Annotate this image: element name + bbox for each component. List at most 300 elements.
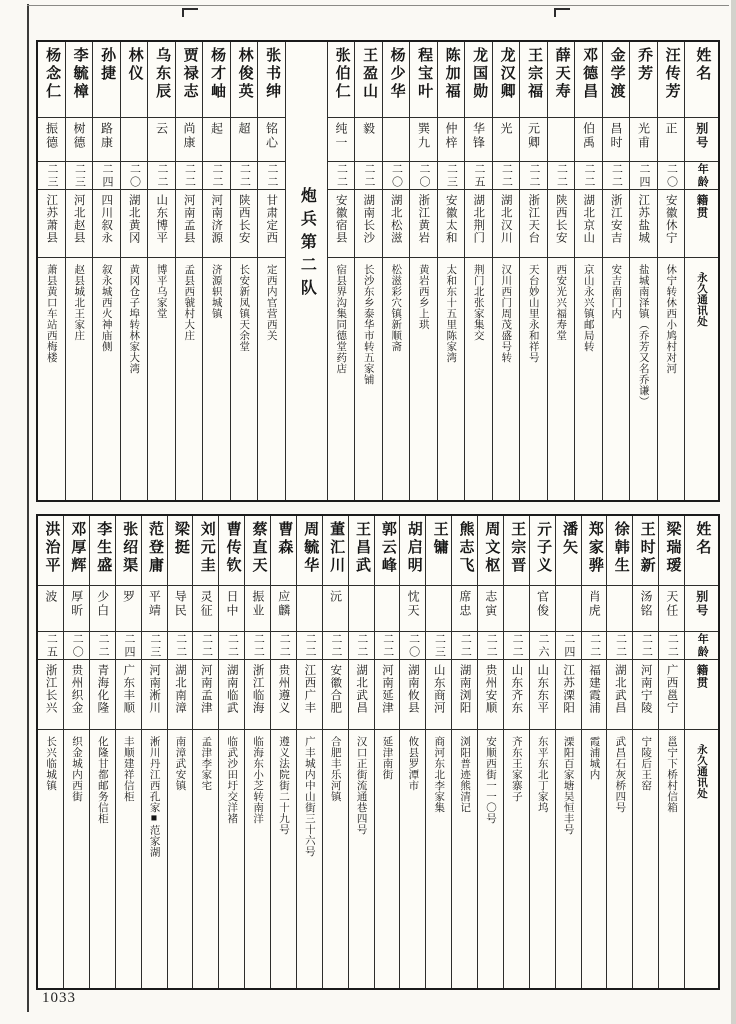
person-column: [322, 516, 348, 988]
person-age-cell: [142, 632, 167, 660]
person-name-cell: [219, 516, 244, 586]
page-number: 1033: [42, 990, 76, 1006]
person-name: 周毓华: [302, 521, 319, 575]
person-column: [92, 42, 120, 500]
person-age: 二三: [445, 162, 458, 189]
person-alias-cell: [66, 118, 93, 162]
person-name: 张书绅: [264, 47, 281, 101]
person-age: 二五: [473, 162, 486, 189]
person-native-cell: [245, 660, 270, 730]
person-name-cell: [66, 42, 93, 118]
person-address: 延津南街: [381, 736, 393, 780]
person-column: [89, 516, 115, 988]
person-address-cell: [90, 730, 115, 988]
person-age-cell: [203, 162, 230, 190]
person-address: 攸县罗潭市: [407, 736, 419, 791]
header-alias: [685, 586, 718, 632]
person-alias-cell: [258, 118, 285, 162]
person-address: 南漳武安镇: [174, 736, 186, 791]
person-name-cell: [148, 42, 175, 118]
person-address: 赵县城北王家庄: [73, 264, 85, 341]
person-column: [581, 516, 607, 988]
person-address-cell: [203, 258, 230, 500]
person-alias-cell: [193, 586, 218, 632]
person-native-cell: [258, 190, 285, 258]
scan-edge-right-shadow: [731, 0, 736, 1024]
person-column: [115, 516, 141, 988]
person-address-cell: [38, 730, 63, 988]
person-address-cell: [438, 258, 465, 500]
person-native: 湖北松滋: [389, 194, 402, 244]
person-column: [175, 42, 203, 500]
person-address-cell: [582, 730, 607, 988]
person-alias: 尚康: [182, 122, 197, 150]
person-name-cell: [203, 42, 230, 118]
person-address-cell: [355, 258, 382, 500]
person-alias-cell: [271, 586, 296, 632]
person-native: 河南孟县: [182, 194, 195, 244]
person-address: 临武沙田圩交洋褚: [226, 736, 238, 824]
print-registration-mark: [182, 8, 198, 17]
person-alias: 罗: [121, 590, 136, 604]
person-native: 湖南浏阳: [458, 664, 471, 714]
header-address: [685, 258, 718, 500]
person-name-cell: [478, 516, 503, 586]
person-age: 二二: [666, 632, 679, 659]
person-address-cell: [465, 258, 492, 500]
person-address-cell: [575, 258, 602, 500]
person-age: 二二: [329, 632, 342, 659]
person-name: 贾禄志: [181, 47, 198, 101]
scan-edge-left-line: [27, 4, 29, 1012]
person-native-cell: [38, 660, 63, 730]
person-alias-cell: [64, 586, 89, 632]
person-age-cell: [245, 632, 270, 660]
person-alias: 席忠: [457, 590, 472, 618]
person-name: 洪治平: [43, 521, 60, 575]
person-alias-cell: [658, 118, 685, 162]
scan-edge-top-line: [27, 5, 729, 6]
person-name-cell: [323, 516, 348, 586]
person-age-cell: [658, 162, 685, 190]
roster-table-bottom: [36, 514, 720, 990]
person-age-cell: [375, 632, 400, 660]
person-address: 汉川西门周茂盛号转: [500, 264, 512, 363]
person-name: 杨少华: [388, 47, 405, 101]
person-alias: 日中: [224, 590, 239, 618]
person-age: 二二: [511, 632, 524, 659]
person-native: 江苏萧县: [45, 194, 58, 244]
person-age: 二二: [211, 162, 224, 189]
person-native-cell: [66, 190, 93, 258]
person-address: 定西内官营西关: [265, 264, 277, 341]
person-name-cell: [142, 516, 167, 586]
person-age-cell: [530, 632, 555, 660]
person-alias-cell: [400, 586, 425, 632]
person-alias-cell: [38, 586, 63, 632]
person-column: [464, 42, 492, 500]
person-age: 二二: [238, 162, 251, 189]
person-address-cell: [548, 258, 575, 500]
person-address: 淅川丹江西孔家■范家湖: [148, 736, 160, 858]
person-age: 二四: [562, 632, 575, 659]
person-native: 河南淅川: [148, 664, 161, 714]
person-age-cell: [176, 162, 203, 190]
person-address-cell: [297, 730, 322, 988]
person-native-cell: [465, 190, 492, 258]
person-alias: 路康: [99, 122, 114, 150]
person-alias-cell: [142, 586, 167, 632]
person-native-cell: [271, 660, 296, 730]
person-alias-cell: [659, 586, 684, 632]
person-native-cell: [203, 190, 230, 258]
person-name-cell: [504, 516, 529, 586]
person-age-cell: [478, 632, 503, 660]
person-alias: 忱天: [406, 590, 421, 618]
person-native: 湖南临武: [225, 664, 238, 714]
person-native-cell: [116, 660, 141, 730]
person-address-cell: [38, 258, 65, 500]
person-age-cell: [607, 632, 632, 660]
person-alias-cell: [607, 586, 632, 632]
person-name: 王宗晋: [509, 521, 526, 575]
person-alias-cell: [504, 586, 529, 632]
person-name: 刘元圭: [198, 521, 215, 575]
person-native-cell: [231, 190, 258, 258]
person-name: 张绍渠: [121, 521, 138, 575]
person-column: [437, 42, 465, 500]
person-column: [451, 516, 477, 988]
person-name-cell: [633, 516, 658, 586]
person-age: 二二: [266, 162, 279, 189]
person-address-cell: [231, 258, 258, 500]
person-age-cell: [452, 632, 477, 660]
person-column: [244, 516, 270, 988]
person-name-cell: [452, 516, 477, 586]
person-age-cell: [410, 162, 437, 190]
person-age: 二二: [381, 632, 394, 659]
person-address: 宁陵后王窑: [640, 736, 652, 791]
person-address: 溧阳百家塘吴恒丰号: [562, 736, 574, 835]
person-name-cell: [38, 42, 65, 118]
person-name: 王盈山: [361, 47, 378, 101]
person-age-cell: [659, 632, 684, 660]
person-address: 黄冈仓子埠转林家大湾: [128, 264, 140, 374]
person-alias: 肖虎: [587, 590, 602, 618]
person-address: 化隆甘都邮务信柜: [96, 736, 108, 824]
person-native-cell: [328, 190, 355, 258]
person-age-cell: [349, 632, 374, 660]
person-name: 孙捷: [99, 47, 116, 83]
person-name-cell: [176, 42, 203, 118]
person-age-cell: [297, 632, 322, 660]
person-age: 二二: [183, 162, 196, 189]
person-age: 二二: [640, 632, 653, 659]
header-age: [685, 632, 718, 660]
person-age: 二二: [156, 162, 169, 189]
person-column: [529, 516, 555, 988]
person-column: [602, 42, 630, 500]
person-native: 河南孟津: [199, 664, 212, 714]
person-name-cell: [607, 516, 632, 586]
person-age: 二二: [583, 162, 596, 189]
person-native: 湖北黄冈: [127, 194, 140, 244]
person-column: [606, 516, 632, 988]
person-alias-cell: [575, 118, 602, 162]
person-age: 二二: [614, 632, 627, 659]
person-native-cell: [493, 190, 520, 258]
person-native: 浙江长兴: [44, 664, 57, 714]
person-native-cell: [530, 660, 555, 730]
person-name: 乌东辰: [154, 47, 171, 101]
person-name: 程宝叶: [416, 47, 433, 101]
person-age-cell: [93, 162, 120, 190]
person-name-cell: [271, 516, 296, 586]
person-name-cell: [64, 516, 89, 586]
person-age-cell: [271, 632, 296, 660]
person-alias-cell: [383, 118, 410, 162]
person-address-cell: [607, 730, 632, 988]
person-native: 青海化隆: [96, 664, 109, 714]
person-alias: 昌时: [609, 122, 624, 150]
person-name-cell: [603, 42, 630, 118]
person-column: [192, 516, 218, 988]
person-address-cell: [271, 730, 296, 988]
person-column: [574, 42, 602, 500]
person-age-cell: [231, 162, 258, 190]
person-name: 王镛: [431, 521, 448, 557]
person-native-cell: [219, 660, 244, 730]
person-age-cell: [66, 162, 93, 190]
person-native-cell: [438, 190, 465, 258]
person-age-cell: [630, 162, 657, 190]
person-name: 亓子义: [535, 521, 552, 575]
person-age-cell: [323, 632, 348, 660]
person-native: 浙江天台: [527, 194, 540, 244]
person-column: [120, 42, 148, 500]
person-column: [629, 42, 657, 500]
person-age: 二〇: [407, 632, 420, 659]
person-age: 二二: [174, 632, 187, 659]
person-alias-cell: [245, 586, 270, 632]
person-name-cell: [328, 42, 355, 118]
unit-label-column: [285, 42, 327, 500]
person-name: 曹森: [276, 521, 293, 557]
person-address: 浏阳普迹熊清记: [459, 736, 471, 813]
person-address: 长安新凤镇天余堂: [238, 264, 250, 352]
person-column: [296, 516, 322, 988]
person-age-cell: [64, 632, 89, 660]
person-age: 二二: [363, 162, 376, 189]
person-address-cell: [93, 258, 120, 500]
header-native: [685, 190, 718, 258]
person-address-cell: [328, 258, 355, 500]
person-name-cell: [575, 42, 602, 118]
person-address-cell: [556, 730, 581, 988]
person-age-cell: [38, 162, 65, 190]
person-alias: 光: [499, 122, 514, 136]
person-address-cell: [410, 258, 437, 500]
person-address: 遵义法院街二十九号: [277, 736, 289, 835]
person-native: 安徽宿县: [334, 194, 347, 244]
person-address-cell: [258, 258, 285, 500]
person-alias: 灵征: [199, 590, 214, 618]
person-name: 张伯仁: [333, 47, 350, 101]
person-alias-cell: [465, 118, 492, 162]
person-alias-cell: [93, 118, 120, 162]
person-address-cell: [66, 258, 93, 500]
person-column: [257, 42, 285, 500]
person-column: [425, 516, 451, 988]
person-native: 江苏溧阳: [562, 664, 575, 714]
person-column: [632, 516, 658, 988]
person-age: 二四: [122, 632, 135, 659]
person-alias-cell: [530, 586, 555, 632]
person-alias-cell: [548, 118, 575, 162]
person-address: 霞浦城内: [588, 736, 600, 780]
header-name: [685, 42, 718, 118]
person-alias: 少白: [95, 590, 110, 618]
person-native: 浙江临海: [251, 664, 264, 714]
person-name-cell: [116, 516, 141, 586]
person-alias-cell: [603, 118, 630, 162]
person-name-cell: [659, 516, 684, 586]
row-headers-column: [684, 42, 718, 500]
person-name-cell: [582, 516, 607, 586]
person-column: [348, 516, 374, 988]
person-address-cell: [349, 730, 374, 988]
person-address: 齐东王家寨子: [510, 736, 522, 802]
person-age: 二二: [555, 162, 568, 189]
person-alias: 平靖: [147, 590, 162, 618]
person-native-cell: [633, 660, 658, 730]
header-age-label: 年龄: [696, 162, 709, 189]
person-column: [230, 42, 258, 500]
header-alias: [685, 118, 718, 162]
person-alias-cell: [168, 586, 193, 632]
person-age-cell: [193, 632, 218, 660]
person-column: [141, 516, 167, 988]
person-name-cell: [493, 42, 520, 118]
person-age-cell: [168, 632, 193, 660]
person-address-cell: [176, 258, 203, 500]
roster-table-top: [36, 40, 720, 502]
person-address-cell: [603, 258, 630, 500]
person-age: 二〇: [418, 162, 431, 189]
person-age: 二二: [200, 632, 213, 659]
person-alias: 超: [237, 122, 252, 136]
person-name: 董汇川: [328, 521, 345, 575]
person-column: [519, 42, 547, 500]
person-address-cell: [530, 730, 555, 988]
person-age: 二二: [278, 632, 291, 659]
person-native: 山东商河: [432, 664, 445, 714]
header-native-label: 籍贯: [695, 664, 708, 689]
person-name: 周文枢: [483, 521, 500, 575]
header-name-label: 姓名: [694, 521, 711, 557]
person-alias-cell: [556, 586, 581, 632]
header-name: [685, 516, 718, 586]
person-native: 湖北京山: [582, 194, 595, 244]
person-age: 二二: [226, 632, 239, 659]
person-column: [38, 42, 65, 500]
person-age: 二三: [73, 162, 86, 189]
person-name: 王时新: [638, 521, 655, 575]
person-native-cell: [630, 190, 657, 258]
person-age-cell: [633, 632, 658, 660]
person-alias: 起: [209, 122, 224, 136]
person-alias: 志寅: [483, 590, 498, 618]
person-name-cell: [349, 516, 374, 586]
person-alias-cell: [121, 118, 148, 162]
person-native-cell: [410, 190, 437, 258]
person-column: [492, 42, 520, 500]
person-alias-cell: [203, 118, 230, 162]
person-address: 休宁转休西小鸠村对河: [665, 264, 677, 374]
person-native-cell: [400, 660, 425, 730]
person-native: 安徽合肥: [329, 664, 342, 714]
person-name-cell: [438, 42, 465, 118]
person-alias-cell: [116, 586, 141, 632]
person-alias-cell: [355, 118, 382, 162]
person-native-cell: [426, 660, 451, 730]
person-age: 二二: [500, 162, 513, 189]
person-age: 二二: [459, 632, 472, 659]
person-native: 贵州织金: [70, 664, 83, 714]
person-address-cell: [142, 730, 167, 988]
person-column: [202, 42, 230, 500]
person-native-cell: [323, 660, 348, 730]
header-native-label: 籍贯: [695, 194, 708, 219]
person-address: 邕宁下桥村信箱: [666, 736, 678, 813]
person-age-cell: [116, 632, 141, 660]
person-alias-cell: [630, 118, 657, 162]
person-name: 梁瑞瑷: [664, 521, 681, 575]
person-age: 二〇: [128, 162, 141, 189]
person-native-cell: [90, 660, 115, 730]
person-name: 杨念仁: [44, 47, 61, 101]
person-native: 湖北武昌: [355, 664, 368, 714]
person-alias-cell: [410, 118, 437, 162]
person-name-cell: [410, 42, 437, 118]
person-alias-cell: [582, 586, 607, 632]
person-age-cell: [400, 632, 425, 660]
person-name: 梁挺: [172, 521, 189, 557]
person-age: 二二: [588, 632, 601, 659]
person-age: 二二: [485, 632, 498, 659]
person-native-cell: [603, 190, 630, 258]
person-column: [38, 516, 63, 988]
person-alias-cell: [38, 118, 65, 162]
person-address: 孟县西虢村大庄: [183, 264, 195, 341]
person-address-cell: [400, 730, 425, 988]
person-name-cell: [520, 42, 547, 118]
person-column: [555, 516, 581, 988]
person-name: 龙国勋: [471, 47, 488, 101]
person-native: 浙江黄岩: [417, 194, 430, 244]
person-address: 安顺西街一一〇号: [484, 736, 496, 824]
person-alias: 正: [664, 122, 679, 136]
header-alias-label: 别号: [694, 122, 709, 150]
person-native-cell: [148, 190, 175, 258]
person-name: 郑家骅: [586, 521, 603, 575]
person-name-cell: [548, 42, 575, 118]
person-name: 邓德昌: [581, 47, 598, 101]
person-address: 东平东北丁家坞: [536, 736, 548, 813]
person-column: [147, 42, 175, 500]
person-address-cell: [245, 730, 270, 988]
person-address-cell: [633, 730, 658, 988]
